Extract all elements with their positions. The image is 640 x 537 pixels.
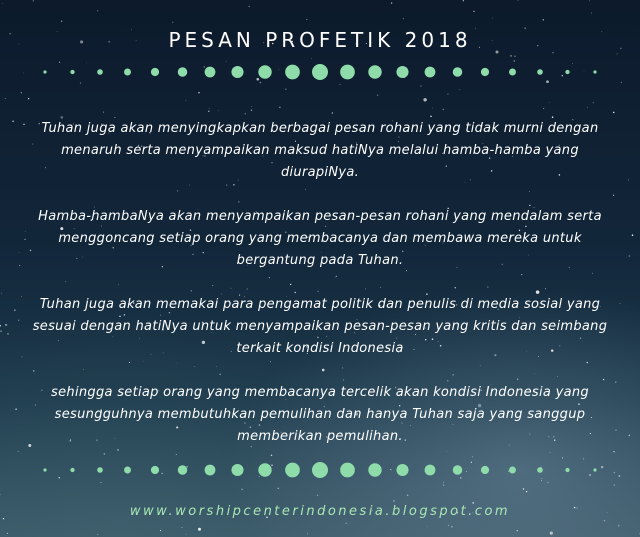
star xyxy=(7,333,8,334)
star xyxy=(285,89,286,90)
divider-dot xyxy=(537,467,543,473)
star xyxy=(543,108,544,109)
star xyxy=(628,179,629,180)
website-link[interactable]: www.worshipcenterindonesia.blogspot.com xyxy=(129,504,511,519)
star xyxy=(172,22,173,23)
dot-divider-top xyxy=(0,62,640,82)
star xyxy=(97,10,98,11)
star xyxy=(0,325,1,327)
divider-dot xyxy=(593,468,596,471)
star xyxy=(249,6,250,7)
star xyxy=(198,528,201,531)
divider-dot xyxy=(312,462,328,478)
star xyxy=(15,409,16,410)
star xyxy=(593,102,594,103)
star xyxy=(61,21,62,22)
star xyxy=(25,231,26,232)
star xyxy=(553,52,554,53)
star xyxy=(209,108,210,109)
star xyxy=(407,494,409,496)
paragraph-2: Hamba-hambaNya akan menyampaikan pesan-pesan rohani yang mendalam serta menggoncang setiap orang yang membacanya dan membawa mereka untuk bergantung pada Tuhan. xyxy=(38,209,602,268)
star xyxy=(307,533,308,534)
paragraph-1: Tuhan juga akan menyingkapkan berbagai pesan rohani yang tidak murni dengan menaruh serta menyampaikan maksud hatiNya melalui hamba-hamba yang diurapiNya. xyxy=(41,121,599,180)
star xyxy=(103,112,104,113)
star xyxy=(21,296,22,297)
star xyxy=(443,485,444,486)
page-title: PESAN PROFETIK 2018 xyxy=(168,28,472,52)
divider-dot xyxy=(312,64,328,80)
star xyxy=(311,58,312,59)
star xyxy=(7,533,8,534)
star xyxy=(0,331,1,332)
divider-dot xyxy=(481,68,489,76)
star xyxy=(632,234,634,236)
paragraph-4: sehingga setiap orang yang membacanya tercelik akan kondisi Indonesia yang sesungguhnya membutuhkan pemulihan dan hanya Tuhan saja yang sanggup memberikan pemulihan. xyxy=(51,385,589,444)
divider-dot xyxy=(509,69,516,76)
star xyxy=(613,195,614,196)
divider-dot xyxy=(43,70,46,73)
star xyxy=(391,2,392,3)
star xyxy=(517,530,518,531)
star xyxy=(241,489,242,490)
star xyxy=(245,113,246,114)
star xyxy=(19,265,20,266)
star xyxy=(510,55,511,56)
star xyxy=(5,324,7,326)
star xyxy=(427,526,428,527)
star xyxy=(526,491,527,492)
star xyxy=(550,531,553,534)
star xyxy=(459,89,460,90)
star xyxy=(186,534,187,535)
star xyxy=(613,451,614,452)
divider-dot xyxy=(453,67,463,77)
star xyxy=(33,0,34,1)
star xyxy=(423,98,426,101)
star xyxy=(377,94,378,95)
star xyxy=(587,107,588,108)
divider-dot xyxy=(481,466,489,474)
star xyxy=(97,534,98,535)
divider-dot xyxy=(258,65,271,78)
star xyxy=(432,108,433,109)
star xyxy=(604,520,606,522)
star xyxy=(615,381,616,382)
star xyxy=(278,488,279,489)
star xyxy=(420,85,421,86)
divider-dot xyxy=(396,66,408,78)
star xyxy=(629,255,630,256)
star xyxy=(23,124,24,125)
divider-dot xyxy=(340,463,355,478)
divider-dot xyxy=(151,466,159,474)
star xyxy=(186,100,187,101)
star xyxy=(306,19,307,20)
star xyxy=(589,0,590,1)
dot-divider-bottom xyxy=(0,460,640,480)
divider-dot xyxy=(285,65,300,80)
divider-dot xyxy=(178,465,188,475)
star xyxy=(618,525,619,526)
divider-dot xyxy=(124,69,131,76)
star xyxy=(80,83,81,84)
divider-dot xyxy=(565,70,569,74)
star xyxy=(451,526,452,527)
paragraph-3: Tuhan juga akan memakai para pengamat politik dan penulis di media sosial yang sesuai dengan hatiNya untuk menyampaikan pesan-pesan yang kritis dan seimbang terkait kondisi Indonesia xyxy=(32,297,608,356)
star xyxy=(18,451,19,452)
star xyxy=(198,92,199,93)
star xyxy=(14,309,15,310)
divider-dot xyxy=(368,65,381,78)
star xyxy=(332,112,333,113)
star xyxy=(1,293,2,294)
star xyxy=(21,356,22,357)
divider-dot xyxy=(231,66,243,78)
star xyxy=(182,527,183,528)
star xyxy=(208,111,209,112)
star xyxy=(430,116,431,117)
star xyxy=(2,3,3,4)
divider-dot xyxy=(425,465,436,476)
star xyxy=(443,109,444,110)
divider-dot xyxy=(425,67,436,78)
star xyxy=(21,92,22,93)
star xyxy=(549,102,550,103)
divider-dot xyxy=(151,68,159,76)
star xyxy=(160,530,161,531)
divider-dot xyxy=(509,467,516,474)
star xyxy=(523,488,524,489)
message-body xyxy=(30,118,610,470)
divider-dot xyxy=(43,468,46,471)
star xyxy=(393,500,394,501)
divider-dot xyxy=(70,70,74,74)
star xyxy=(514,56,515,57)
star xyxy=(443,482,444,483)
divider-dot xyxy=(70,468,74,472)
divider-dot xyxy=(231,464,243,476)
star xyxy=(615,430,616,431)
star xyxy=(620,303,621,304)
star xyxy=(448,525,449,526)
star xyxy=(613,112,615,114)
divider-dot xyxy=(124,467,131,474)
divider-dot xyxy=(205,67,216,78)
divider-dot xyxy=(258,463,271,476)
star xyxy=(101,482,102,483)
star xyxy=(19,252,20,253)
star xyxy=(24,239,25,240)
star xyxy=(473,11,474,12)
divider-dot xyxy=(205,465,216,476)
divider-dot xyxy=(453,465,463,475)
star xyxy=(517,0,518,1)
divider-dot xyxy=(97,467,103,473)
star xyxy=(463,0,464,1)
divider-dot xyxy=(285,463,300,478)
star xyxy=(339,84,340,85)
star xyxy=(251,110,252,111)
star xyxy=(279,107,280,108)
divider-dot xyxy=(565,468,569,472)
star xyxy=(18,320,19,321)
star xyxy=(317,495,318,496)
star xyxy=(12,121,14,123)
star xyxy=(218,110,219,111)
star xyxy=(5,98,6,99)
star xyxy=(547,482,548,483)
star xyxy=(447,93,448,94)
divider-dot xyxy=(593,70,596,73)
star xyxy=(403,18,404,19)
divider-dot xyxy=(178,67,188,77)
star xyxy=(492,18,493,19)
divider-dot xyxy=(396,464,408,476)
divider-dot xyxy=(368,463,381,476)
star xyxy=(543,19,544,20)
divider-dot xyxy=(340,65,355,80)
divider-dot xyxy=(537,69,543,75)
star xyxy=(28,98,29,99)
star xyxy=(617,54,618,55)
star xyxy=(629,435,631,437)
star xyxy=(346,523,347,524)
star xyxy=(591,13,592,14)
star xyxy=(251,106,252,107)
divider-dot xyxy=(97,69,103,75)
star xyxy=(614,485,615,486)
